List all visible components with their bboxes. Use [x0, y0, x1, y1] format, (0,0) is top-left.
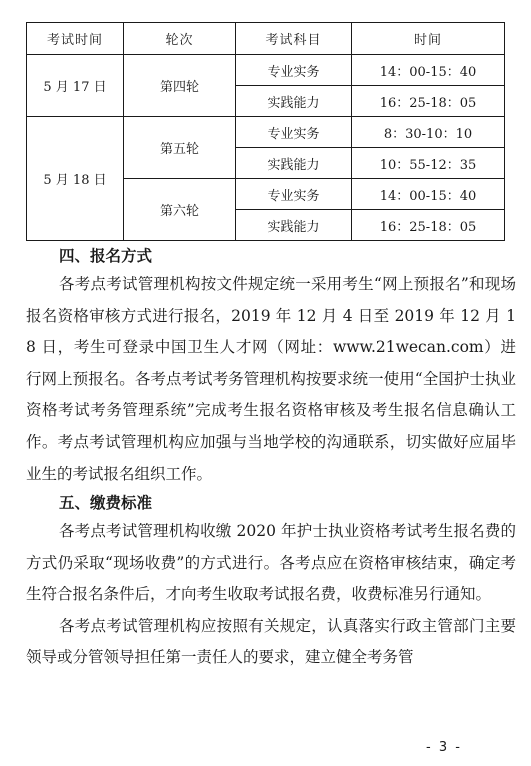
- section-paragraph: 各考点考试管理机构按文件规定统一采用考生“网上预报名”和现场报名资格审核方式进行报名，2019 年 12 月 4 日至 2019 年 12 月 18 日，考生可登录中国卫生人才网（网址：www.21wecan.com）进行网上预报名。各考点考试考务管理机构按要求统一使用“全国护士执业资格考试考务管理系统”完成考生报名资格审核及考生报名信息确认工作。考点考试管理机构应加强与当地学校的沟通联系，切实做好应届毕业生的考试报名组织工作。: [26, 275, 516, 483]
- section-heading: 四、报名方式: [59, 247, 153, 265]
- page-number: - 3 -: [426, 740, 462, 755]
- time-cell: 16：25-18：05: [352, 86, 505, 117]
- time-cell: 8：30-10：10: [352, 117, 505, 148]
- header-exam-date: 考试时间: [27, 23, 124, 55]
- subject-cell: 实践能力: [236, 86, 352, 117]
- time-cell: 10：55-12：35: [352, 148, 505, 179]
- section-fees: [26, 490, 516, 674]
- date-cell: 5 月 18 日: [27, 117, 124, 241]
- section-paragraph: 各考点考试管理机构收缴 2020 年护士执业资格考试考生报名费的方式仍采取“现场收费”的方式进行。各考点应在资格审核结束，确定考生符合报名条件后，才向考生收取考试报名费，收费标准另行通知。: [26, 522, 516, 604]
- round-cell: 第五轮: [124, 117, 236, 179]
- round-cell: 第四轮: [124, 55, 236, 117]
- header-round: 轮次: [124, 23, 236, 55]
- subject-cell: 实践能力: [236, 148, 352, 179]
- header-subject: 考试科目: [236, 23, 352, 55]
- exam-schedule-table: [26, 22, 505, 241]
- subject-cell: 专业实务: [236, 55, 352, 86]
- section-heading: 五、缴费标准: [59, 494, 153, 512]
- section-registration: [26, 243, 516, 490]
- round-cell: 第六轮: [124, 179, 236, 241]
- date-cell: 5 月 17 日: [27, 55, 124, 117]
- subject-cell: 专业实务: [236, 117, 352, 148]
- header-time: 时间: [352, 23, 505, 55]
- time-cell: 14：00-15：40: [352, 179, 505, 210]
- time-cell: 16：25-18：05: [352, 210, 505, 241]
- table-row: [27, 117, 505, 148]
- table-header-row: [27, 23, 505, 55]
- subject-cell: 专业实务: [236, 179, 352, 210]
- table-row: [27, 55, 505, 86]
- section-paragraph: 各考点考试管理机构应按照有关规定，认真落实行政主管部门主要领导或分管领导担任第一责任人的要求，建立健全考务管: [26, 616, 516, 667]
- subject-cell: 实践能力: [236, 210, 352, 241]
- time-cell: 14：00-15：40: [352, 55, 505, 86]
